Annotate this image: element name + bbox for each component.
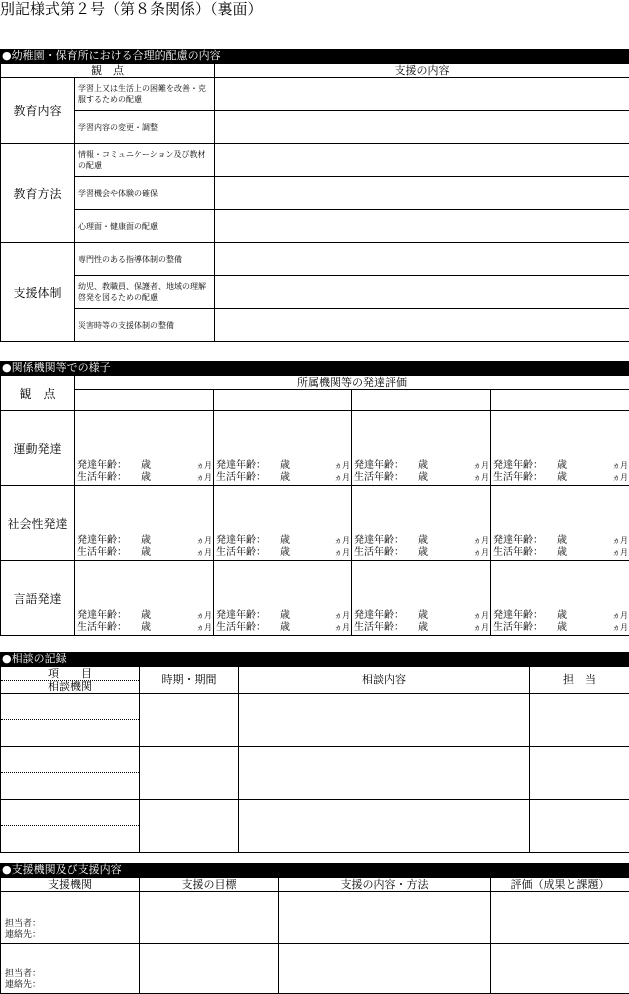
dev-age-label: 発達年齢： <box>354 535 404 546</box>
month-unit: ヵ月 <box>612 548 628 557</box>
month-unit: ヵ月 <box>612 611 628 620</box>
col-consultation-content: 相談内容 <box>239 667 530 694</box>
person-in-charge-cell[interactable] <box>530 694 629 747</box>
item-org-cell[interactable] <box>1 747 140 800</box>
year-unit: 歳 <box>418 547 428 558</box>
month-unit: ヵ月 <box>196 536 212 545</box>
institution-name-cell[interactable] <box>352 390 491 411</box>
year-unit: 歳 <box>557 472 567 483</box>
item-label: 専門性のある指導体制の整備 <box>75 243 215 276</box>
support-goal-cell[interactable] <box>140 892 279 944</box>
year-unit: 歳 <box>280 610 290 621</box>
group-label-support-system: 支援体制 <box>1 243 75 342</box>
col-period: 時期・期間 <box>140 667 239 694</box>
life-age-label: 生活年齢： <box>216 547 266 558</box>
contact-label: 連絡先： <box>5 980 42 990</box>
age-cell[interactable] <box>352 486 491 561</box>
row-label-social-development: 社会性発達 <box>1 486 75 561</box>
contact-label: 連絡先： <box>5 930 42 940</box>
institution-name-cell[interactable] <box>491 390 629 411</box>
life-age-label: 生活年齢： <box>493 472 543 483</box>
age-cell[interactable] <box>75 411 214 486</box>
month-unit: ヵ月 <box>334 461 350 470</box>
item-org-cell[interactable] <box>1 694 140 747</box>
year-unit: 歳 <box>141 472 151 483</box>
life-age-label: 生活年齢： <box>354 622 404 633</box>
year-unit: 歳 <box>418 472 428 483</box>
col-support-org: 支援機関 <box>1 878 140 892</box>
life-age-label: 生活年齢： <box>77 622 127 633</box>
month-unit: ヵ月 <box>334 536 350 545</box>
month-unit: ヵ月 <box>196 473 212 482</box>
year-unit: 歳 <box>418 460 428 471</box>
section-header-related-institutions: ●関係機関等での様子 <box>0 361 629 375</box>
month-unit: ヵ月 <box>473 611 489 620</box>
support-content-cell[interactable] <box>215 78 629 111</box>
support-org-cell[interactable] <box>1 944 140 994</box>
age-cell[interactable] <box>214 411 352 486</box>
dev-age-label: 発達年齢： <box>354 460 404 471</box>
support-content-cell[interactable] <box>215 210 629 243</box>
institution-name-cell[interactable] <box>214 390 352 411</box>
age-cell[interactable] <box>352 411 491 486</box>
life-age-label: 生活年齢： <box>216 472 266 483</box>
consultation-content-cell[interactable] <box>239 747 530 800</box>
age-cell[interactable] <box>491 486 629 561</box>
contact-person-label: 担当者： <box>5 969 42 979</box>
section-header-consultation-record: ●相談の記録 <box>0 652 629 666</box>
period-cell[interactable] <box>140 747 239 800</box>
year-unit: 歳 <box>557 610 567 621</box>
dev-age-label: 発達年齢： <box>216 610 266 621</box>
year-unit: 歳 <box>557 547 567 558</box>
life-age-label: 生活年齢： <box>493 547 543 558</box>
period-cell[interactable] <box>140 800 239 853</box>
age-cell[interactable] <box>214 486 352 561</box>
life-age-label: 生活年齢： <box>216 622 266 633</box>
dev-age-label: 発達年齢： <box>77 610 127 621</box>
item-label: 災害時等の支援体制の整備 <box>75 309 215 342</box>
month-unit: ヵ月 <box>612 473 628 482</box>
col-evaluation: 評価（成果と課題） <box>491 878 629 892</box>
year-unit: 歳 <box>557 622 567 633</box>
col-item-org <box>1 667 140 694</box>
person-in-charge-cell[interactable] <box>530 800 629 853</box>
month-unit: ヵ月 <box>473 548 489 557</box>
section-header-reasonable-accommodation: ●幼稚園・保育所における合理的配慮の内容 <box>0 49 629 63</box>
evaluation-cell[interactable] <box>491 892 629 944</box>
month-unit: ヵ月 <box>612 461 628 470</box>
person-in-charge-cell[interactable] <box>530 747 629 800</box>
year-unit: 歳 <box>141 547 151 558</box>
month-unit: ヵ月 <box>334 548 350 557</box>
col-development-evaluation: 所属機関等の発達評価 <box>75 376 629 390</box>
life-age-label: 生活年齢： <box>77 472 127 483</box>
contact-person-label: 担当者： <box>5 919 42 929</box>
item-label: 学習機会や体験の確保 <box>75 177 215 210</box>
age-cell[interactable] <box>352 561 491 636</box>
month-unit: ヵ月 <box>334 473 350 482</box>
month-unit: ヵ月 <box>334 611 350 620</box>
col-consultation-org: 相談機関 <box>48 679 92 693</box>
life-age-label: 生活年齢： <box>354 472 404 483</box>
month-unit: ヵ月 <box>612 623 628 632</box>
dev-age-label: 発達年齢： <box>493 535 543 546</box>
life-age-label: 生活年齢： <box>354 547 404 558</box>
month-unit: ヵ月 <box>473 536 489 545</box>
year-unit: 歳 <box>141 535 151 546</box>
row-label-motor-development: 運動発達 <box>1 411 75 486</box>
age-cell[interactable] <box>75 486 214 561</box>
col-viewpoint: 観 点 <box>1 376 75 411</box>
reasonable-accommodation-table <box>0 63 629 342</box>
dev-age-label: 発達年齢： <box>77 535 127 546</box>
col-support-content: 支援の内容 <box>215 64 629 78</box>
item-label: 情報・コミュニケーション及び教材の配慮 <box>75 144 215 177</box>
age-cell[interactable] <box>214 561 352 636</box>
col-viewpoint: 観 点 <box>1 64 215 78</box>
item-label: 心理面・健康面の配慮 <box>75 210 215 243</box>
item-label: 学習上又は生活上の困難を改善・克服するための配慮 <box>75 78 215 111</box>
year-unit: 歳 <box>280 472 290 483</box>
month-unit: ヵ月 <box>473 473 489 482</box>
group-label-education-content: 教育内容 <box>1 78 75 144</box>
item-label: 学習内容の変更・調整 <box>75 111 215 144</box>
life-age-label: 生活年齢： <box>493 622 543 633</box>
month-unit: ヵ月 <box>334 623 350 632</box>
year-unit: 歳 <box>280 547 290 558</box>
col-item: 項 目 <box>1 668 139 681</box>
institution-name-cell[interactable] <box>75 390 214 411</box>
year-unit: 歳 <box>141 610 151 621</box>
support-org-cell[interactable] <box>1 892 140 944</box>
year-unit: 歳 <box>557 460 567 471</box>
consultation-content-cell[interactable] <box>239 800 530 853</box>
evaluation-cell[interactable] <box>491 944 629 994</box>
month-unit: ヵ月 <box>612 536 628 545</box>
dev-age-label: 発達年齢： <box>216 535 266 546</box>
year-unit: 歳 <box>280 460 290 471</box>
age-cell[interactable] <box>491 411 629 486</box>
year-unit: 歳 <box>557 535 567 546</box>
consultation-content-cell[interactable] <box>239 694 530 747</box>
dev-age-label: 発達年齢： <box>77 460 127 471</box>
year-unit: 歳 <box>418 535 428 546</box>
age-cell[interactable] <box>491 561 629 636</box>
support-content-cell[interactable] <box>215 144 629 177</box>
support-content-cell[interactable] <box>215 243 629 276</box>
consultation-record-table <box>0 666 629 853</box>
year-unit: 歳 <box>418 622 428 633</box>
year-unit: 歳 <box>280 622 290 633</box>
row-label-language-development: 言語発達 <box>1 561 75 636</box>
month-unit: ヵ月 <box>473 623 489 632</box>
month-unit: ヵ月 <box>196 623 212 632</box>
support-content-method-cell[interactable] <box>279 944 491 994</box>
dev-age-label: 発達年齢： <box>493 460 543 471</box>
section-header-support-institutions: ●支援機関及び支援内容 <box>0 863 629 877</box>
dev-age-label: 発達年齢： <box>354 610 404 621</box>
dev-age-label: 発達年齢： <box>493 610 543 621</box>
year-unit: 歳 <box>418 610 428 621</box>
year-unit: 歳 <box>141 460 151 471</box>
support-content-method-cell[interactable] <box>279 892 491 944</box>
item-org-cell[interactable] <box>1 800 140 853</box>
life-age-label: 生活年齢： <box>77 547 127 558</box>
support-goal-cell[interactable] <box>140 944 279 994</box>
col-person-in-charge: 担 当 <box>530 667 629 694</box>
month-unit: ヵ月 <box>196 461 212 470</box>
support-institutions-table <box>0 877 629 994</box>
development-evaluation-table <box>0 375 629 636</box>
support-content-cell[interactable] <box>215 177 629 210</box>
page-title: 別記様式第２号（第８条関係）（裏面） <box>0 0 263 18</box>
group-label-education-method: 教育方法 <box>1 144 75 243</box>
age-cell[interactable] <box>75 561 214 636</box>
item-label: 幼児、教職員、保護者、地域の理解啓発を図るための配慮 <box>75 276 215 309</box>
dev-age-label: 発達年齢： <box>216 460 266 471</box>
support-content-cell[interactable] <box>215 111 629 144</box>
year-unit: 歳 <box>280 535 290 546</box>
col-support-goal: 支援の目標 <box>140 878 279 892</box>
month-unit: ヵ月 <box>473 461 489 470</box>
col-support-content-method: 支援の内容・方法 <box>279 878 491 892</box>
period-cell[interactable] <box>140 694 239 747</box>
month-unit: ヵ月 <box>196 548 212 557</box>
support-content-cell[interactable] <box>215 309 629 342</box>
month-unit: ヵ月 <box>196 611 212 620</box>
support-content-cell[interactable] <box>215 276 629 309</box>
year-unit: 歳 <box>141 622 151 633</box>
